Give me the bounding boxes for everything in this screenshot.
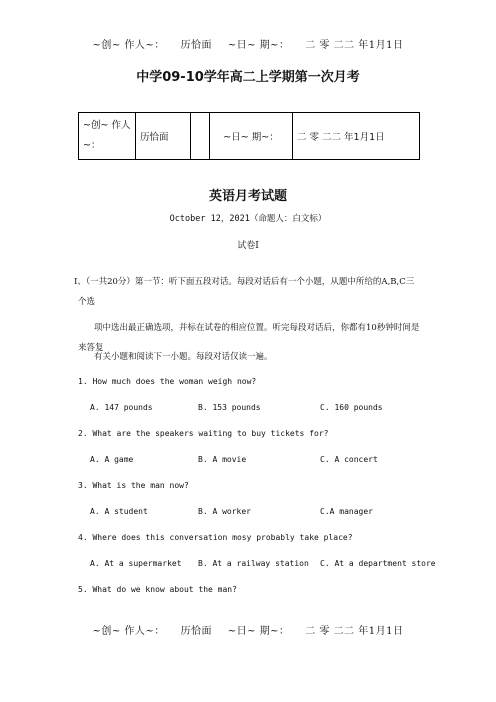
question-1-option-a: A. 147 pounds (90, 403, 153, 412)
question-1: 1. How much does the woman weigh now? (78, 377, 257, 386)
footer-date-label: ~日~ 期~： (227, 626, 290, 637)
header-creator-label: ~创~ 作人~： (92, 40, 165, 51)
question-5: 5. What do we know about the man? (78, 585, 237, 594)
question-4-option-b: B. At a railway station (198, 559, 309, 568)
info-table (78, 112, 420, 160)
info-cell-date-label: ~日~ 期~： (210, 113, 293, 160)
header-date-label: ~日~ 期~： (227, 40, 290, 51)
footer-creator-label: ~创~ 作人~： (92, 626, 165, 637)
question-3-option-a: A. A student (90, 507, 148, 516)
info-cell-creator-label: ~创~ 作人~： (79, 113, 136, 160)
question-4-option-a: A. At a supermarket (90, 559, 182, 568)
question-4-option-c: C. At a department store (320, 559, 436, 568)
footer-creator-name: 历恰面 (180, 626, 213, 637)
instruction-paragraph-1: Ⅰ、（一共20分）第一节：听下面五段对话。每段对话后有一个小题，从题中所给的A,B,C三个选 (74, 277, 415, 307)
exam-title: 英语月考试题 (208, 189, 287, 204)
question-2-option-c: C. A concert (320, 455, 378, 464)
info-cell-date-value: 二 零 二二 年1月1日 (293, 113, 420, 160)
footer-date-value: 二 零 二二 年1月1日 (305, 626, 404, 637)
question-1-option-b: B. 153 pounds (198, 403, 261, 412)
question-2-option-b: B. A movie (198, 455, 247, 464)
question-3-option-b: B. A worker (198, 507, 251, 516)
page-footer (0, 622, 496, 637)
question-4: 4. Where does this conversation mosy probably take place? (78, 533, 353, 542)
info-cell-creator-name: 历恰面 (136, 113, 191, 160)
question-3: 3. What is the man now? (78, 481, 189, 490)
info-cell-blank (191, 113, 210, 160)
date-line: October 12，2021（命题人：白文标） (169, 214, 327, 224)
page-header (0, 36, 496, 51)
instruction-paragraph-3: 有关小题和阅读下一小题。每段对话仅读一遍。 (94, 352, 273, 362)
question-2-option-a: A. A game (90, 455, 134, 464)
header-date-value: 二 零 二二 年1月1日 (305, 40, 404, 51)
instruction-paragraph-2: 项中选出最正确选项，并标在试卷的相应位置。听完每段对话后，你都有10秒钟时间是来答复 (78, 323, 420, 353)
paper-label: 试卷Ⅰ (237, 241, 259, 251)
document-title: 中学09-10学年高二上学期第一次月考 (136, 70, 360, 85)
question-1-option-c: C. 160 pounds (320, 403, 383, 412)
header-creator-name: 历恰面 (180, 40, 213, 51)
question-3-option-c: C.A manager (320, 507, 373, 516)
question-2: 2. What are the speakers waiting to buy tickets for? (78, 429, 329, 438)
